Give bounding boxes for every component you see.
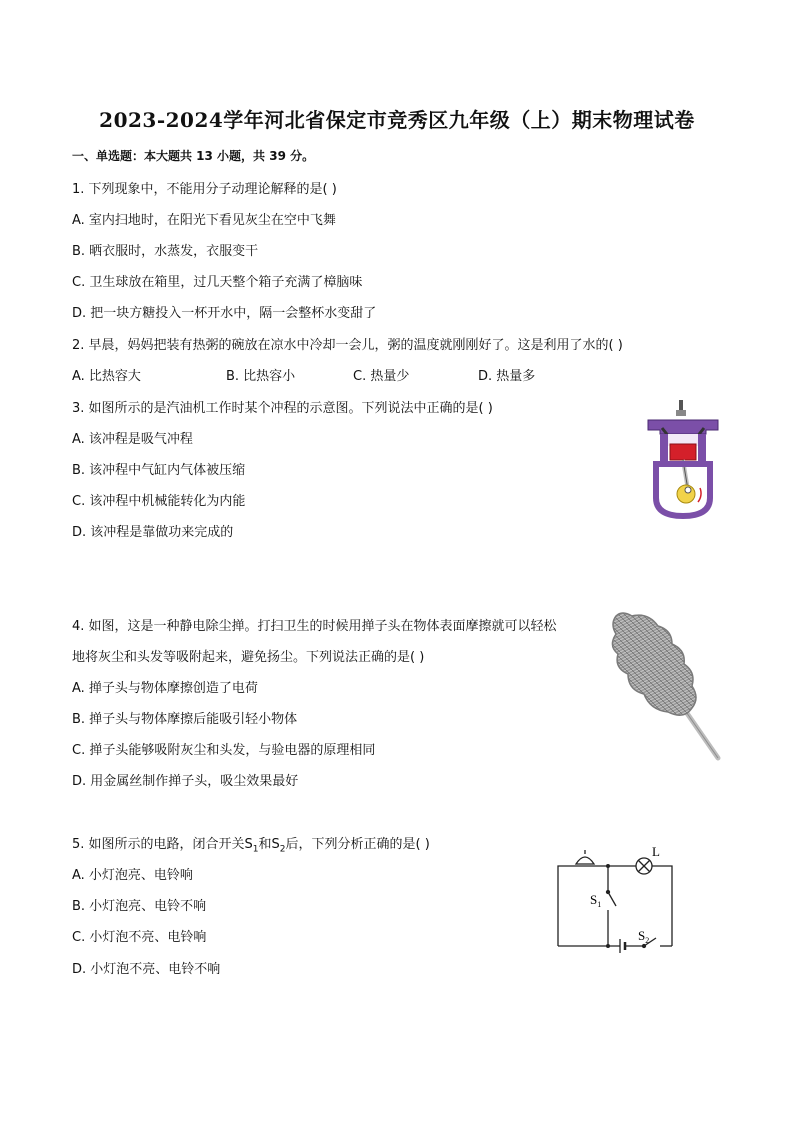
q4-option-d: D. 用金属丝制作掸子头，吸尘效果最好 (72, 774, 299, 789)
cylinder-head (648, 420, 718, 434)
q1-option-d: D. 把一块方糖投入一杯开水中，隔一会整杯水变甜了 (72, 306, 377, 321)
q1-option-a: A. 室内扫地时，在阳光下看见灰尘在空中飞舞 (72, 213, 336, 228)
bell-icon (576, 857, 594, 864)
q5-option-c: C. 小灯泡不亮、电铃响 (72, 930, 207, 945)
circuit-diagram (552, 842, 682, 954)
q3-option-a: A. 该冲程是吸气冲程 (72, 432, 193, 447)
q5-stem: 5. 如图所示的电路，闭合开关$S_1$和$S_2$后，下列分析正确的是( ) (72, 837, 430, 855)
q5-option-d: D. 小灯泡不亮、电铃不响 (72, 962, 221, 977)
q3-option-c: C. 该冲程中机械能转化为内能 (72, 494, 246, 509)
section-heading: 一、单选题：本大题共 13 小题，共 39 分。 (72, 149, 315, 163)
q2-stem: 2. 早晨，妈妈把装有热粥的碗放在凉水中冷却一会儿，粥的温度就刚刚好了。这是利用了水的( ) (72, 338, 623, 353)
page-title: 2023-2024学年河北省保定市竞秀区九年级（上）期末物理试卷 (99, 108, 695, 132)
s2-label: $S_2$ (638, 928, 650, 945)
q5-option-a: A. 小灯泡亮、电铃响 (72, 868, 193, 883)
piston (670, 444, 696, 460)
duster-head (612, 613, 696, 715)
q4-option-a: A. 掸子头与物体摩擦创造了电荷 (72, 681, 258, 696)
q2-option-d: D. 热量多 (478, 369, 536, 384)
q2-option-b: B. 比热容小 (226, 369, 296, 384)
duster-image (602, 610, 726, 764)
q1-stem: 1. 下列现象中，不能用分子动理论解释的是( ) (72, 182, 337, 197)
q1-option-c: C. 卫生球放在箱里，过几天整个箱子充满了樟脑味 (72, 275, 363, 290)
q5-option-b: B. 小灯泡亮、电铃不响 (72, 899, 207, 914)
engine-stroke-diagram (642, 398, 724, 520)
q3-option-d: D. 该冲程是靠做功来完成的 (72, 525, 234, 540)
lamp-label: L (652, 844, 660, 859)
q1-option-b: B. 晒衣服时，水蒸发，衣服变干 (72, 244, 259, 259)
q4-stem-line2: 地将灰尘和头发等吸附起来，避免扬尘。下列说法正确的是( ) (72, 650, 425, 665)
q3-option-b: B. 该冲程中气缸内气体被压缩 (72, 463, 246, 478)
q3-stem: 3. 如图所示的是汽油机工作时某个冲程的示意图。下列说法中正确的是( ) (72, 401, 493, 416)
q4-stem-line1: 4. 如图，这是一种静电除尘掸。打扫卫生的时候用掸子头在物体表面摩擦就可以轻松 (72, 619, 557, 634)
s1-label: $S_1$ (590, 892, 602, 909)
q2-option-a: A. 比热容大 (72, 369, 141, 384)
q4-option-c: C. 掸子头能够吸附灰尘和头发，与验电器的原理相同 (72, 743, 376, 758)
q2-option-c: C. 热量少 (353, 369, 410, 384)
q4-option-b: B. 掸子头与物体摩擦后能吸引轻小物体 (72, 712, 298, 727)
